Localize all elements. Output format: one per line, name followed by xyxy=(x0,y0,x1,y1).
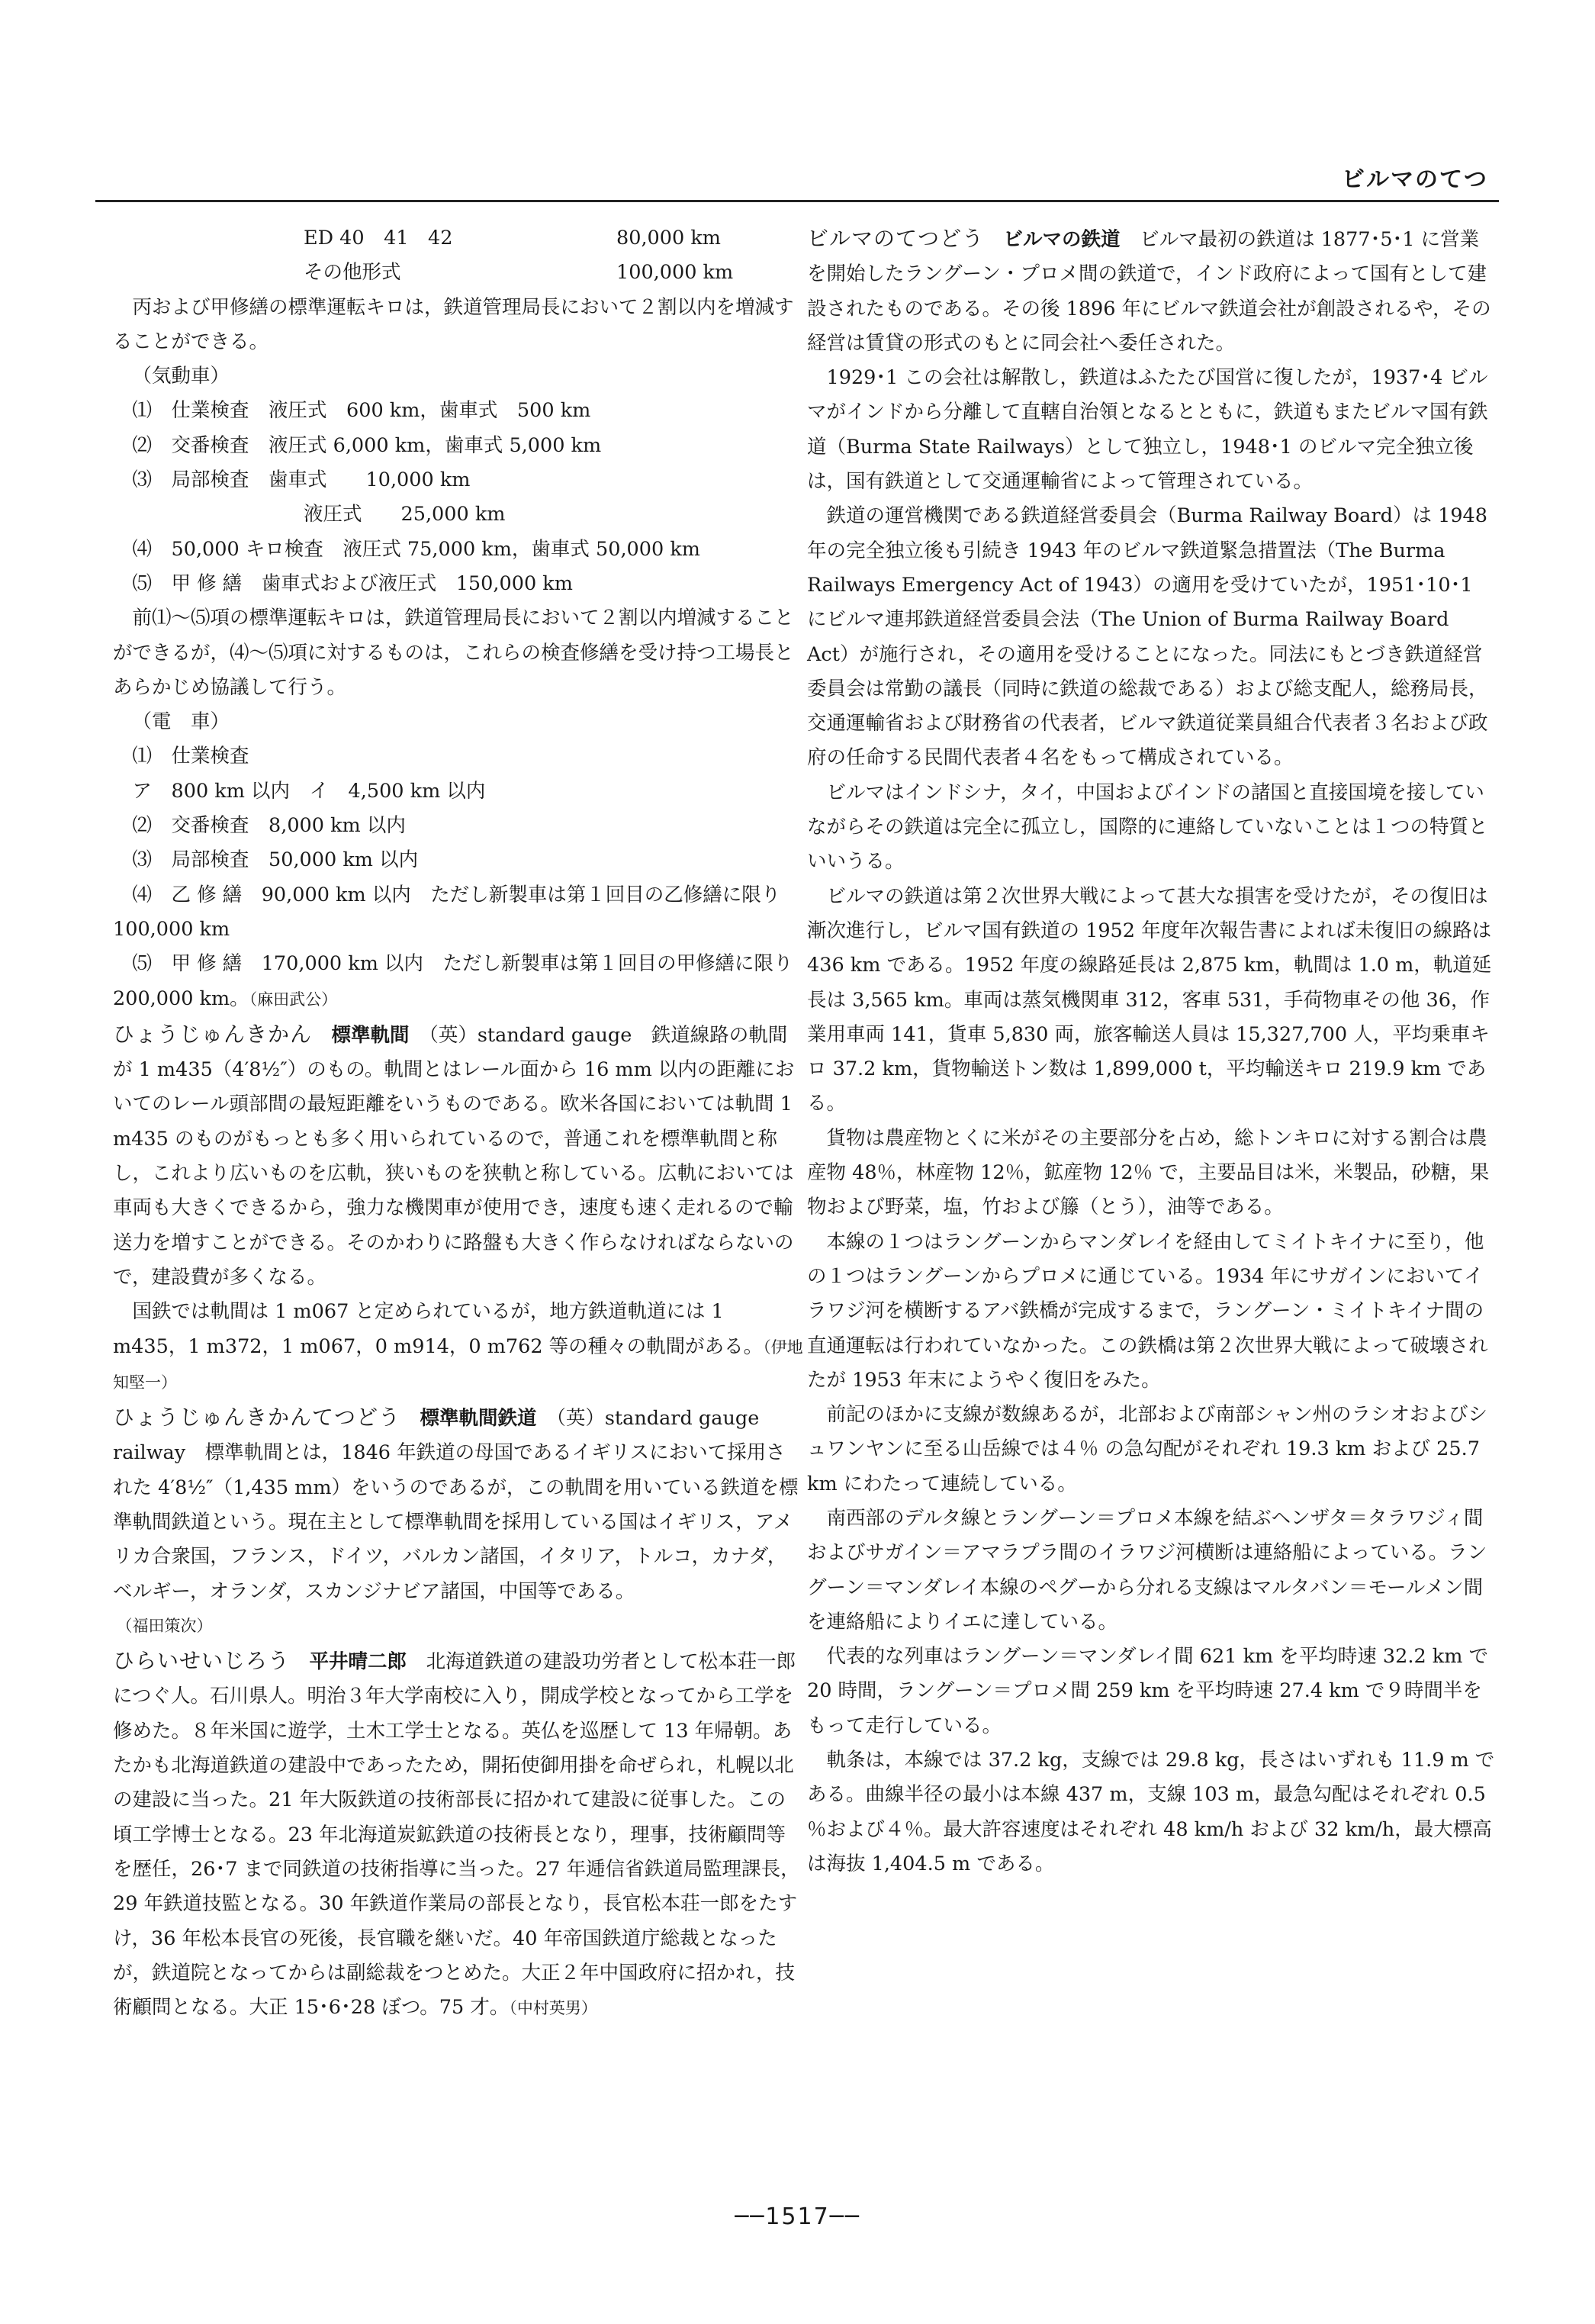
paragraph: 前⑴～⑸項の標準運転キロは，鉄道管理局長において２割以内増減することができるが，⑷～⑸項に対するものは，これらの検査修繕を受け持つ工場長とあらかじめ協議して行う。 xyxy=(113,607,794,699)
list-item: ⑸ 甲 修 繕 170,000 km 以内 ただし新製車は第１回目の甲修繕に限り 200,000 km。（麻田武公） xyxy=(113,952,793,1010)
dictionary-entry xyxy=(807,221,1497,361)
table-row: ED 40 41 42 80,000 km xyxy=(304,227,721,249)
paragraph: ビルマはインドシナ，タイ，中国およびインドの諸国と直接国境を接していながらその鉄道は完全に孤立し，国際的に連絡していないことは１つの特質といいうる。 xyxy=(807,781,1488,874)
entry-reading: ビルマのてつどう xyxy=(807,226,985,251)
entry-body: ビルマのてつどう ビルマの鉄道 ビルマ最初の鉄道は 1877･5･1 に営業を開始したラングーン・プロメ間の鉄道で，インド政府によって国有として建設されたものである。その後 1896 年にビルマ鉄道会社が創設されるや，その経営は賃貸の形式のもとに同会社へ委任された。 xyxy=(807,226,1491,355)
section-heading: （電 車） xyxy=(132,710,230,734)
running-header: ビルマのてつ xyxy=(1342,166,1488,193)
entry-reading: ひょうじゅんきかん xyxy=(113,1021,313,1047)
paragraph: 南西部のデルタ線とラングーン＝プロメ本線を結ぶヘンザタ＝タラワジィ間およびサガイン＝アマラプラ間のイラワジ河横断は連絡船によっている。ラングーン＝マンダレイ本線のペグーから分れる支線はマルタバン＝モールメン間を連絡船によりイエに達している。 xyxy=(807,1506,1487,1634)
entry-headword: 平井晴二郎 xyxy=(309,1650,407,1674)
author-credit: （麻田武公） xyxy=(249,990,338,1009)
list-item: ⑵ 交番検査 8,000 km 以内 xyxy=(132,814,406,838)
list-item: ア 800 km 以内 イ 4,500 km 以内 xyxy=(132,779,486,803)
section-heading: （気動車） xyxy=(132,365,230,388)
dictionary-entry xyxy=(113,1643,803,2026)
list-item: ⑴ 仕業検査 xyxy=(132,745,249,768)
paragraph: 鉄道の運営機関である鉄道経営委員会（Burma Railway Board）は 1948 年の完全独立後も引続き 1943 年のビルマ鉄道緊急措置法（The Burma Railways Emergency Act of 1943）の適用を受けていたが，1951･10･1 にビルマ連邦鉄道経営委員会法（The Union of Burma Railway Board Act）が施行され，その適用を受けることになった。同法にもとづき鉄道経営委員会は常勤の議長（同時に鉄道の総裁である）および総支配人，総務局長，交通運輸省および財務省の代表者，ビルマ鉄道従業員組合代表者３名および政府の任命する民間代表者４名をもって構成されている。 xyxy=(807,504,1488,770)
paragraph: ビルマの鉄道は第２次世界大戦によって甚大な損害を受けたが，その復旧は漸次進行し，ビルマ国有鉄道の 1952 年度年次報告書によれば未復旧の線路は 436 km である。1952 年度の線路延長は 2,875 km，軌間は 1.0 m，軌道延長は 3,565 km。車両は蒸気機関車 312，客車 531，手荷物車その他 36，作業用車両 141，貨車 5,830 両，旅客輸送人員は 15,327,700 人，平均乗車キロ 37.2 km，貨物輸送トン数は 1,899,000 t，平均輸送キロ 219.9 km である。 xyxy=(807,884,1492,1115)
entry-headword: 標準軌間 xyxy=(331,1023,410,1047)
paragraph: 本線の１つはラングーンからマンダレイを経由してミイトキイナに至り，他の１つはラングーンからプロメに通じている。1934 年にサガインにおいてイラワジ河を横断するアバ鉄橋が完成するまで，ラングーン・ミイトキイナ間の直通運転は行われていなかった。この鉄橋は第２次世界大戦によって破壊されたが 1953 年末にようやく復旧をみた。 xyxy=(807,1230,1488,1392)
dictionary-entry xyxy=(113,1400,803,1643)
entry-body: ひらいせいじろう 平井晴二郎 北海道鉄道の建設功労者として松本荘一郎につぐ人。石川県人。明治３年大学南校に入り，開成学校となってから工学を修めた。８年米国に遊学，土木工学士となる。英仏を巡歴して 13 年帰朝。あたかも北海道鉄道の建設中であったため，開拓使御用掛を命ぜられ，札幌以北の建設に当った。21 年大阪鉄道の技術部長に招かれて建設に従事した。この頃工学博士となる。23 年北海道炭鉱鉄道の技術長となり，理事，技術顧問等を歴任，26･7 まで同鉄道の技術指導に当った。27 年逓信省鉄道局監理課長，29 年鉄道技監となる。30 年鉄道作業局の部長となり，長官松本荘一郎をたすけ，36 年松本長官の死後，長官職を継いだ。40 年帝国鉄道庁総裁となったが，鉄道院となってからは副総裁をつとめた。大正２年中国政府に招かれ，技術顧問となる。大正 15･6･28 ぼつ。75 才。（中村英男） xyxy=(113,1648,800,2020)
paragraph: 軌条は，本線では 37.2 kg，支線では 29.8 kg，長さはいずれも 11.9 m である。曲線半径の最小は本線 437 m，支線 103 m，最急勾配はそれぞれ 0.5 ％および４％。最大許容速度はそれぞれ 48 km/h および 32 km/h，最大標高は海抜 1,404.5 m である。 xyxy=(807,1749,1495,1875)
list-item: ⑸ 甲 修 繕 歯車式および液圧式 150,000 km xyxy=(132,571,573,595)
dictionary-entry xyxy=(113,1017,803,1295)
header-rule xyxy=(95,200,1499,202)
paragraph: 国鉄では軌間は 1 m067 と定められているが，地方鉄道軌道には 1 m435，1 m372，1 m067，0 m914，0 m762 等の種々の軌間がある。（伊地知堅一） xyxy=(113,1300,803,1392)
list-item: 液圧式 25,000 km xyxy=(304,503,506,526)
author-credit: （伊地知堅一） xyxy=(113,1337,803,1392)
entry-headword: ビルマの鉄道 xyxy=(1003,228,1121,251)
list-item: ⑵ 交番検査 液圧式 6,000 km，歯車式 5,000 km xyxy=(132,433,602,457)
entry-headword: 標準軌間鉄道 xyxy=(420,1407,537,1431)
paragraph: 代表的な列車はラングーン＝マンダレイ間 621 km を平均時速 32.2 km で 20 時間，ラングーン＝プロメ間 259 km を平均時速 27.4 km で９時間半をもって走行している。 xyxy=(807,1645,1489,1737)
table-row: その他形式 100,000 km xyxy=(304,261,734,285)
paragraph: 1929･1 この会社は解散し，鉄道はふたたび国営に復したが，1937･4 ビルマがインドから分離して直轄自治領となるとともに，鉄道もまたビルマ国有鉄道（Burma State Railways）として独立し，1948･1 のビルマ完全独立後は，国有鉄道として交通運輸省によって管理されている。 xyxy=(807,366,1488,494)
paragraph: 前記のほかに支線が数線あるが，北部および南部シャン州のラシオおよびシュワンヤンに至る山岳線では４％ の急勾配がそれぞれ 19.3 km および 25.7 km にわたって連続している。 xyxy=(807,1403,1487,1495)
list-item: ⑶ 局部検査 50,000 km 以内 xyxy=(132,848,419,872)
entry-reading: ひらいせいじろう xyxy=(113,1648,291,1674)
author-credit: （中村英男） xyxy=(509,1999,597,2018)
entry-reading: ひょうじゅんきかんてつどう xyxy=(113,1405,401,1431)
paragraph: 貨物は農産物とくに米がその主要部分を占め，総トンキロに対する割合は農産物 48％，林産物 12％，鉱産物 12％ で，主要品目は米，米製品，砂糖，果物および野菜，塩，竹および籐（とう），油等である。 xyxy=(807,1126,1490,1219)
left-column xyxy=(113,221,803,2026)
list-item: ⑷ 50,000 キロ検査 液圧式 75,000 km，歯車式 50,000 km xyxy=(132,537,700,561)
entry-body: ひょうじゅんきかんてつどう 標準軌間鉄道 （英）standard gauge railway 標準軌間とは，1846 年鉄道の母国であるイギリスにおいて採用された 4′8½″（1,435 mm）をいうのであるが，この軌間を用いている鉄道を標準軌間鉄道という。現在主として標準軌間を採用している国はイギリス，アメリカ合衆国，フランス，ドイツ，バルカン諸国，イタリア，トルコ，カナダ，ベルギー，オランダ，スカンジナビア諸国，中国等である。 xyxy=(113,1405,799,1603)
paragraph: 丙および甲修繕の標準運転キロは，鉄道管理局長において２割以内を増減することができる。 xyxy=(113,295,794,353)
author-credit: （福田策次） xyxy=(116,1616,213,1635)
right-column xyxy=(807,221,1497,1881)
entry-body: ひょうじゅんきかん 標準軌間 （英）standard gauge 鉄道線路の軌間が 1 m435（4′8½″）のもの。軌間とはレール面から 16 mm 以内の距離においてのレール頭部間の最短距離をいうものである。欧米各国においては軌間 1 m435 のものがもっとも多く用いられているので，普通これを標準軌間と称し，これより広いものを広軌，狭いものを狭軌と称している。広軌においては車両も大きくできるから，強力な機関車が使用でき，速度も速く走れるので輸送力を増すことができる。そのかわりに路盤も大きく作らなければならないので，建設費が多くなる。 xyxy=(113,1021,795,1289)
list-item: ⑴ 仕業検査 液圧式 600 km，歯車式 500 km xyxy=(132,399,591,423)
list-item: ⑶ 局部検査 歯車式 10,000 km xyxy=(132,468,471,492)
page-number: ──1517── xyxy=(735,2203,860,2230)
list-item: ⑷ 乙 修 繕 90,000 km 以内 ただし新製車は第１回目の乙修繕に限り 100,000 km xyxy=(113,883,781,941)
